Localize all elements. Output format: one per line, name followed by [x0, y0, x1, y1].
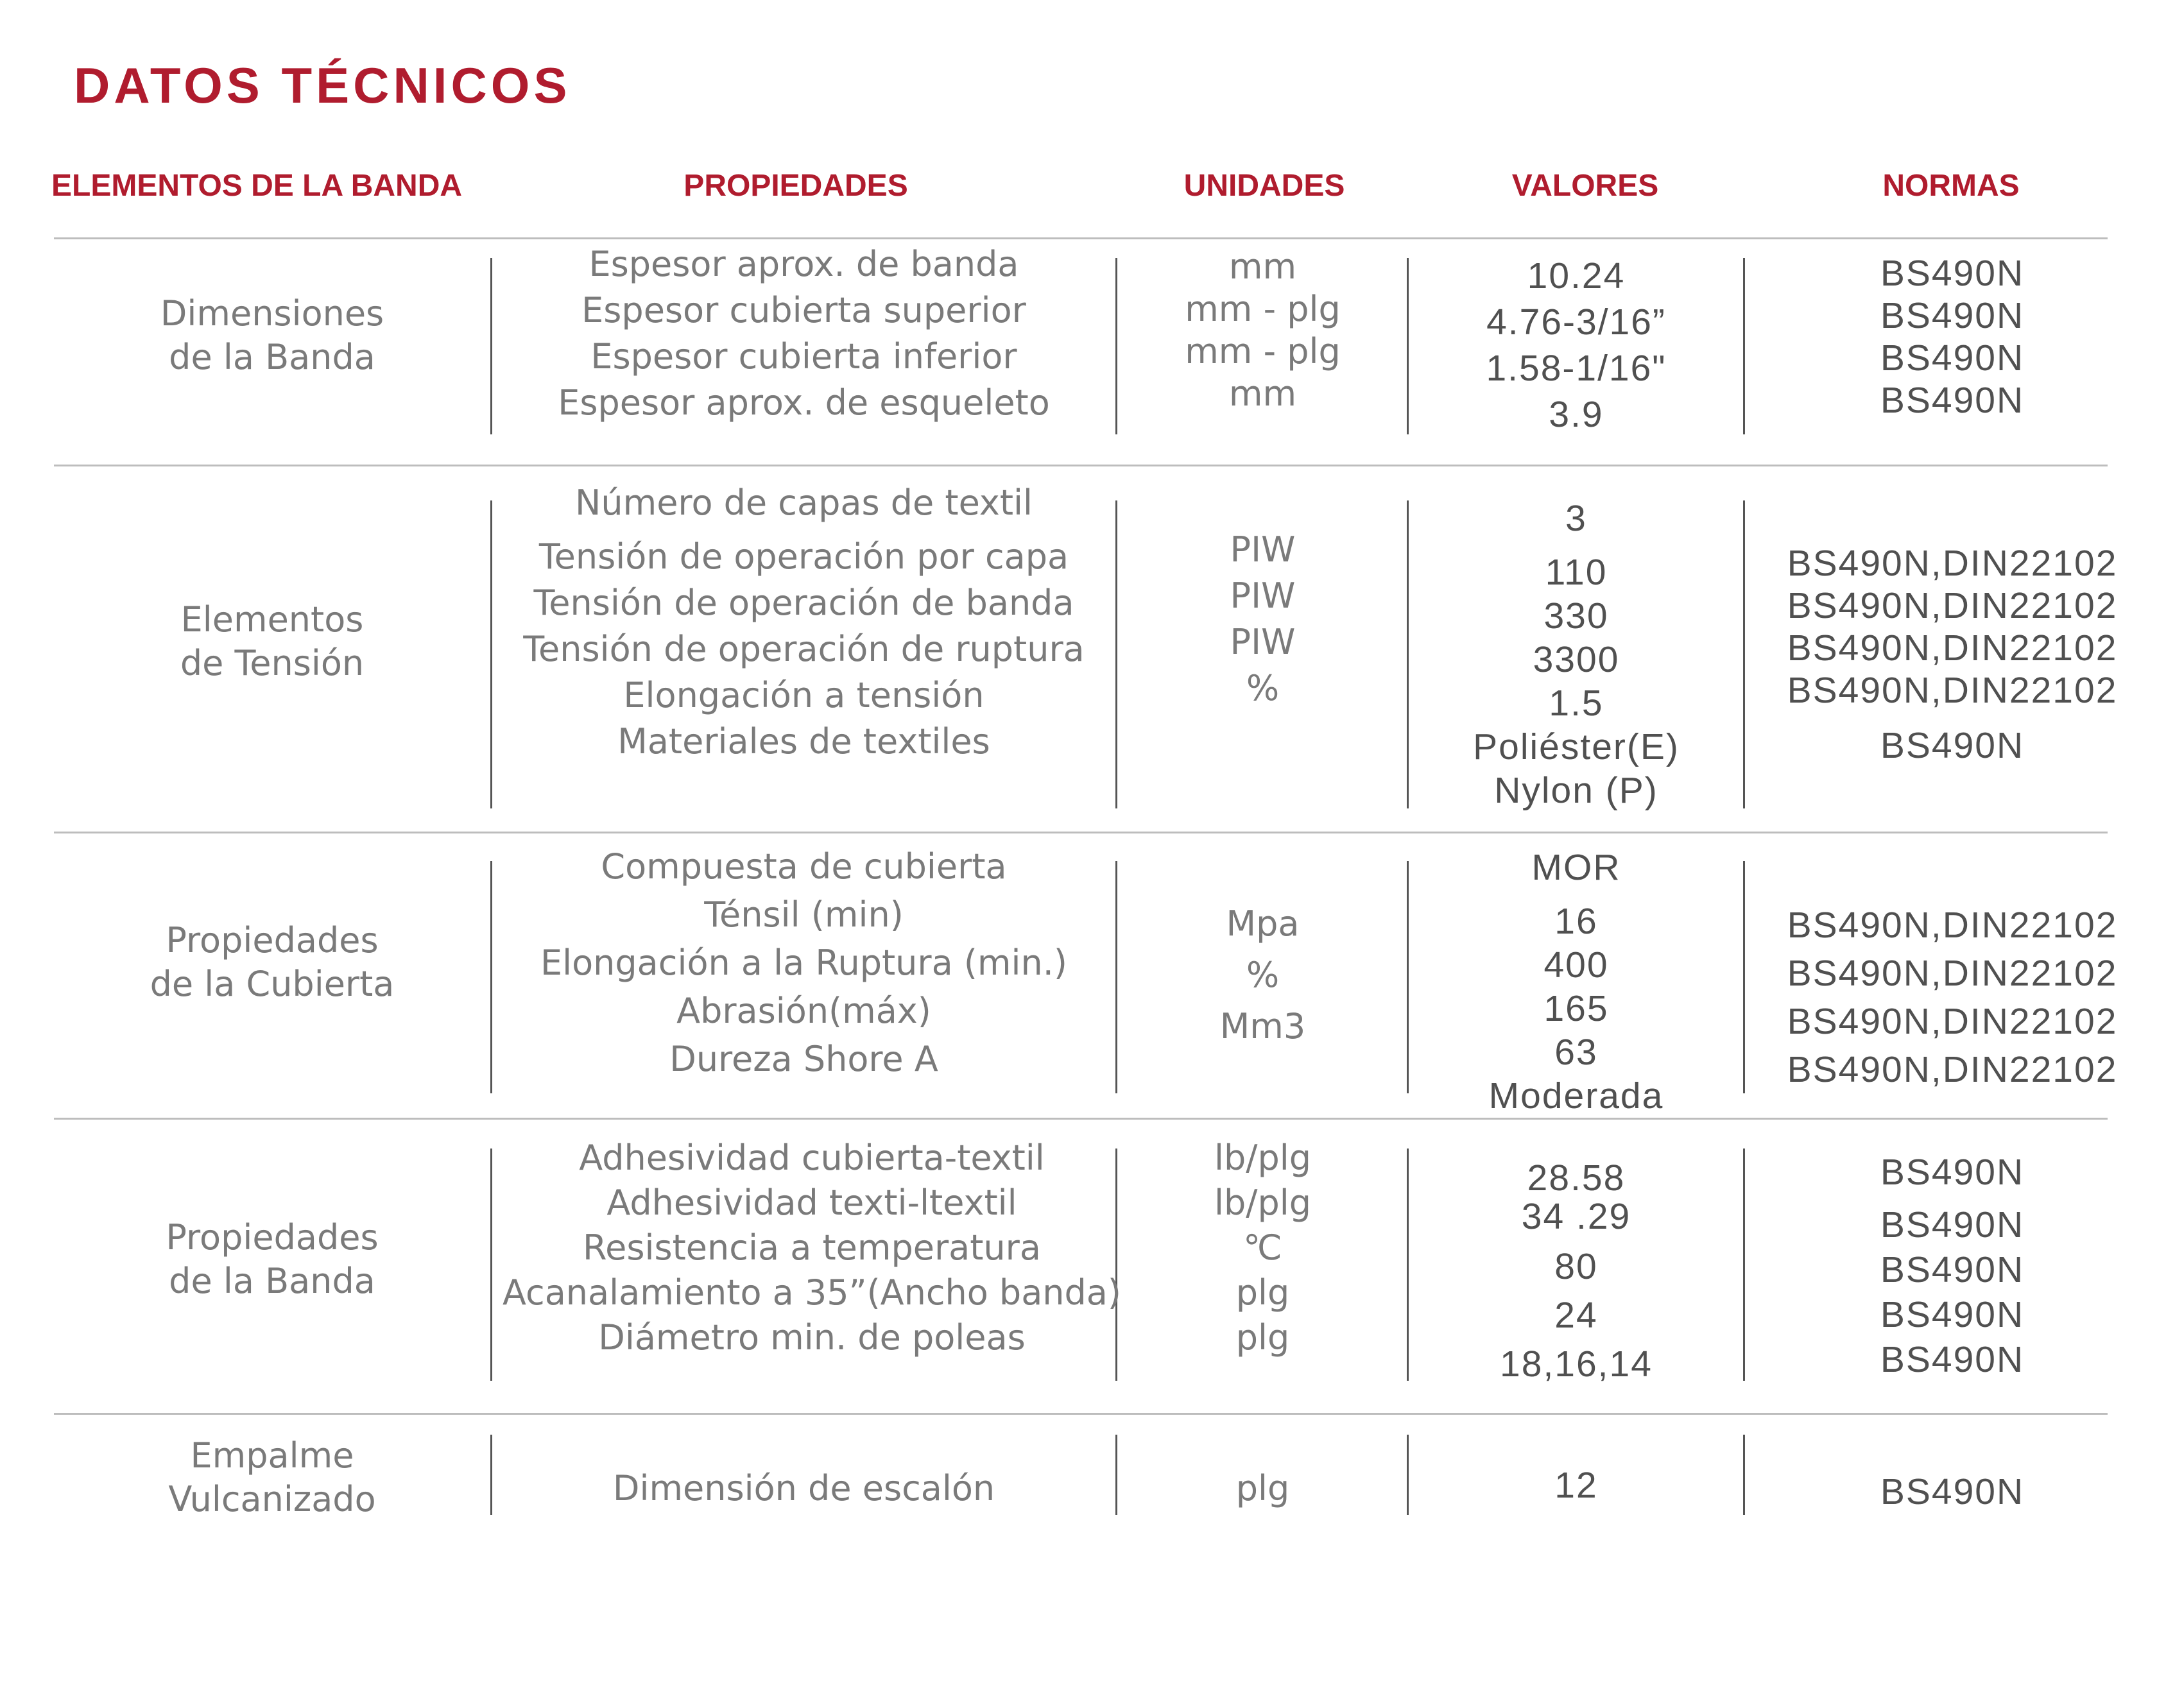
units-empalme: plg	[1235, 1468, 1290, 1508]
properties-empalme: Dimensión de escalón	[612, 1468, 995, 1508]
units-cubierta: Mpa % Mm3	[1219, 903, 1306, 1046]
row-divider	[54, 832, 2108, 833]
column-divider	[490, 861, 492, 1093]
column-divider	[1743, 258, 1745, 434]
column-divider	[1743, 500, 1745, 808]
norms-cubierta: BS490N,DIN22102 BS490N,DIN22102 BS490N,DIN22102 BS490N,DIN22102	[1787, 905, 2118, 1090]
column-divider	[1743, 1149, 1745, 1381]
properties-dimensiones: Espesor aprox. de banda Espesor cubierta superior Espesor cubierta inferior Espesor aprox. de esqueleto	[558, 244, 1050, 423]
category-dimensiones: Dimensiones de la Banda	[160, 293, 384, 377]
category-tension: Elementos de Tensión	[180, 599, 365, 683]
column-divider	[1115, 258, 1117, 434]
row-divider	[54, 465, 2108, 466]
category-banda: Propiedades de la Banda	[166, 1217, 379, 1301]
units-tension: PIW PIW PIW %	[1230, 529, 1296, 708]
category-cubierta: Propiedades de la Cubierta	[150, 920, 395, 1004]
units-banda: lb/plg lb/plg ℃ plg plg	[1214, 1138, 1312, 1358]
values-empalme: 12	[1554, 1465, 1598, 1506]
row-divider	[54, 1413, 2108, 1415]
column-divider	[490, 258, 492, 434]
column-divider	[1407, 1435, 1409, 1515]
column-divider	[1407, 258, 1409, 434]
page-title: DATOS TÉCNICOS	[74, 57, 571, 114]
column-divider	[1407, 1149, 1409, 1381]
norms-banda: BS490N BS490N BS490N BS490N BS490N	[1880, 1151, 2025, 1380]
values-tension: 3 110 330 3300 1.5 Poliéster(E) Nylon (P)	[1473, 498, 1680, 811]
column-divider	[1407, 500, 1409, 808]
column-divider	[1115, 500, 1117, 808]
norms-empalme: BS490N	[1880, 1471, 2025, 1512]
header-norms: NORMAS	[1882, 169, 2020, 203]
column-divider	[1743, 1435, 1745, 1515]
column-divider	[490, 1435, 492, 1515]
norms-dimensiones: BS490N BS490N BS490N BS490N	[1880, 253, 2025, 421]
header-elements: ELEMENTOS DE LA BANDA	[51, 169, 463, 203]
properties-cubierta: Compuesta de cubierta Ténsil (min) Elongación a la Ruptura (min.) Abrasión(máx) Dureza Shore A	[540, 846, 1067, 1079]
values-banda: 28.58 34 .29 80 24 18,16,14	[1500, 1157, 1653, 1385]
row-divider	[54, 1118, 2108, 1120]
header-values: VALORES	[1511, 169, 1659, 203]
column-divider	[1115, 861, 1117, 1093]
properties-tension: Número de capas de textil Tensión de operación por capa Tensión de operación de banda Tensión de operación de ruptura Elongación a tensión Materiales de textiles	[523, 483, 1085, 762]
units-dimensiones: mm mm - plg mm - plg mm	[1185, 246, 1341, 414]
norms-tension: BS490N,DIN22102 BS490N,DIN22102 BS490N,DIN22102 BS490N,DIN22102 BS490N	[1787, 543, 2118, 766]
properties-banda: Adhesividad cubierta-textil Adhesividad texti-ltextil Resistencia a temperatura Acanalamiento a 35”(Ancho banda) Diámetro min. de poleas	[503, 1138, 1121, 1358]
values-dimensiones: 10.24 4.76-3/16” 1.58-1/16" 3.9	[1486, 255, 1667, 435]
column-divider	[490, 500, 492, 808]
column-divider	[490, 1149, 492, 1381]
row-divider	[54, 237, 2108, 239]
values-cubierta: MOR 16 400 165 63 Moderada	[1488, 847, 1664, 1116]
header-units: UNIDADES	[1183, 169, 1345, 203]
column-divider	[1115, 1435, 1117, 1515]
category-empalme: Empalme Vulcanizado	[168, 1435, 376, 1519]
column-divider	[1407, 861, 1409, 1093]
header-properties: PROPIEDADES	[683, 169, 908, 203]
column-divider	[1743, 861, 1745, 1093]
